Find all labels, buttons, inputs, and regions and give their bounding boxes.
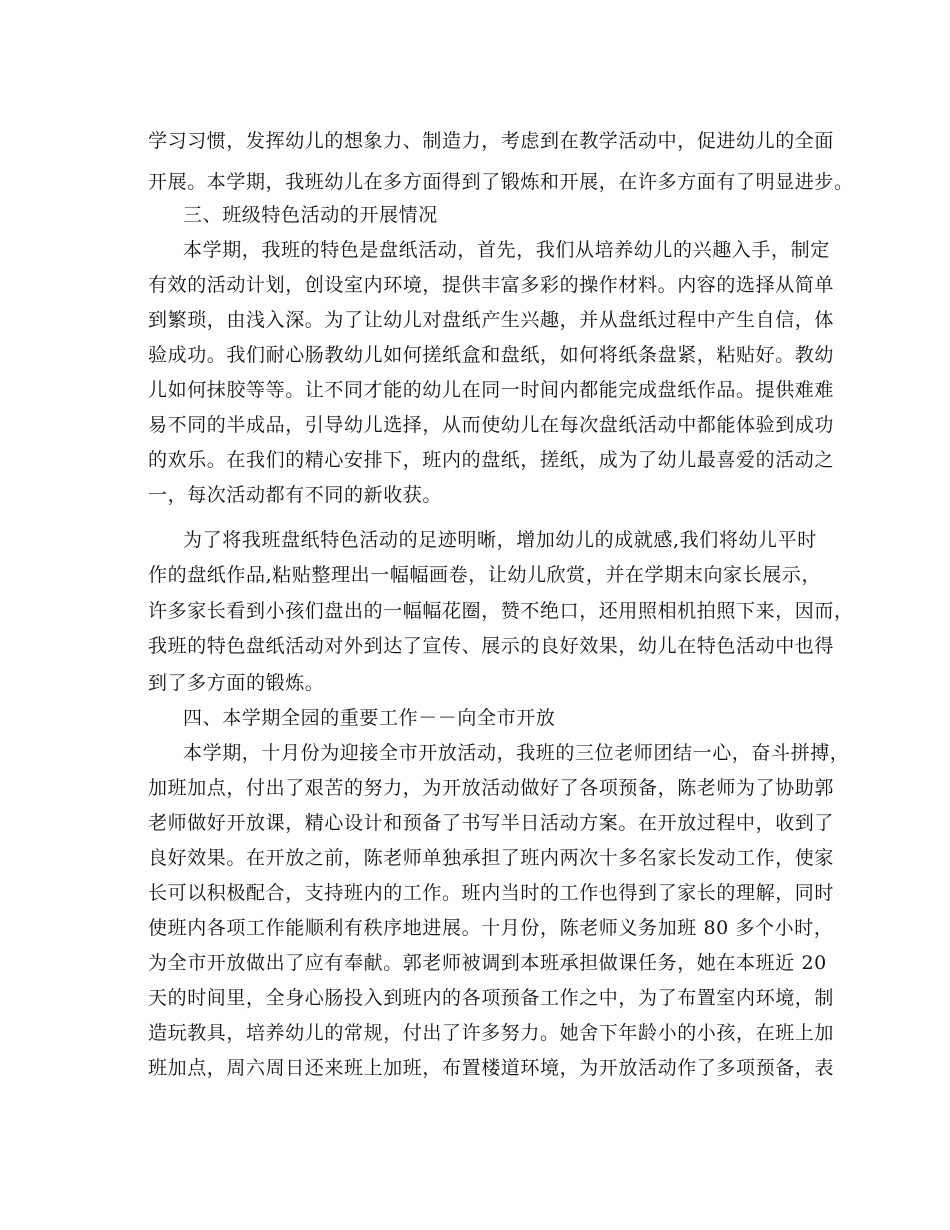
text-line-11: 一，每次活动都有不同的新收获。 [148, 484, 443, 506]
text-line-9: 易不同的半成品，引导幼儿选择，从而使幼儿在每次盘纸活动中都能体验到成功 [148, 414, 835, 436]
text-line-23: 使班内各项工作能顺利有秩序地进展。十月份，陈老师义务加班 80 多个小时， [148, 917, 834, 939]
section-heading-17: 四、本学期全园的重要工作－－向全市开放 [183, 707, 556, 729]
text-line-5: 有效的活动计划，创设室内环境，提供丰富多彩的操作材料。内容的选择从简单 [148, 274, 835, 296]
text-line-7: 验成功。我们耐心肠教幼儿如何搓纸盒和盘纸，如何将纸条盘紧，粘贴好。教幼 [148, 344, 835, 366]
text-line-22: 长可以积极配合，支持班内的工作。班内当时的工作也得到了家长的理解，同时 [148, 882, 835, 904]
text-line-15: 我班的特色盘纸活动对外到达了宣传、展示的良好效果，幼儿在特色活动中也得 [148, 635, 835, 657]
text-line-14: 许多家长看到小孩们盘出的一幅幅花圈，赞不绝口，还用照相机拍照下来，因而， [148, 600, 854, 622]
text-line-8: 儿如何抹胶等等。让不同才能的幼儿在同一时间内都能完成盘纸作品。提供难难 [148, 379, 835, 401]
text-line-26: 造玩教具，培养幼儿的常规，付出了许多努力。她舍下年龄小的小孩，在班上加 [148, 1022, 835, 1044]
text-line-27: 班加点，周六周日还来班上加班，布置楼道环境，为开放活动作了多项预备，表 [148, 1057, 835, 1079]
text-line-10: 的欢乐。在我们的精心安排下，班内的盘纸，搓纸，成为了幼儿最喜爱的活动之 [148, 449, 835, 471]
text-line-2: 开展。本学期，我班幼儿在多方面得到了锻炼和开展，在许多方面有了明显进步。 [148, 171, 854, 193]
text-line-18: 本学期，十月份为迎接全市开放活动，我班的三位老师团结一心，奋斗拼搏， [183, 742, 850, 764]
text-line-12: 为了将我班盘纸特色活动的足迹明晰，增加幼儿的成就感,我们将幼儿平时 [183, 529, 817, 551]
section-heading-3: 三、班级特色活动的开展情况 [183, 204, 438, 226]
text-line-24: 为全市开放做出了应有奉献。郭老师被调到本班承担做课任务，她在本班近 20 [148, 952, 827, 974]
text-line-20: 老师做好开放课，精心设计和预备了书写半日活动方案。在开放过程中，收到了 [148, 812, 835, 834]
text-line-19: 加班加点，付出了艰苦的努力，为开放活动做好了各项预备，陈老师为了协助郭 [148, 777, 835, 799]
text-line-13: 作的盘纸作品,粘贴整理出一幅幅画卷，让幼儿欣赏，并在学期末向家长展示， [148, 564, 822, 586]
text-line-4: 本学期，我班的特色是盘纸活动，首先，我们从培养幼儿的兴趣入手，制定 [183, 239, 830, 261]
text-line-16: 到了多方面的锻炼。 [148, 672, 325, 694]
text-line-1: 学习习惯，发挥幼儿的想象力、制造力，考虑到在教学活动中，促进幼儿的全面 [148, 130, 835, 152]
text-line-21: 良好效果。在开放之前，陈老师单独承担了班内两次十多名家长发动工作，使家 [148, 847, 835, 869]
text-line-25: 天的时间里，全身心肠投入到班内的各项预备工作之中，为了布置室内环境，制 [148, 987, 835, 1009]
text-line-6: 到繁琐，由浅入深。为了让幼儿对盘纸产生兴趣，并从盘纸过程中产生自信，体 [148, 309, 835, 331]
